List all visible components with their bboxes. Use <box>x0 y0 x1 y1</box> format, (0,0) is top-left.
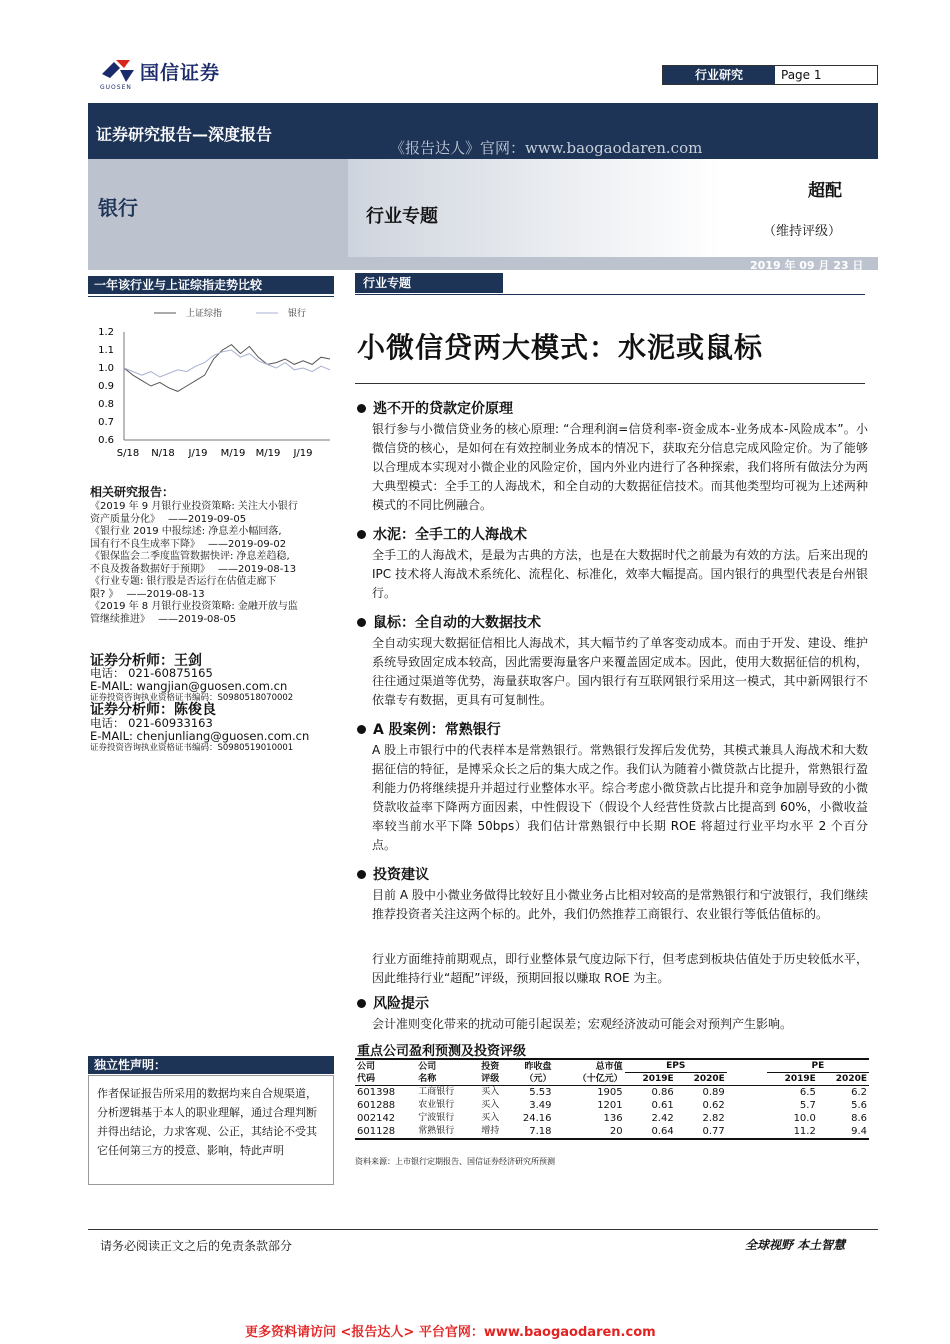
watermark-link[interactable]: 《报告达人》官网：www.baogaodaren.com <box>390 139 703 157</box>
cell-name: 农业银行 <box>418 1100 455 1110</box>
th-pe-2019: 2019E <box>784 1074 816 1084</box>
cell-pe1: 10.0 <box>793 1113 816 1124</box>
section-paragraph: 目前 A 股中小微业务做得比较好且小微业务占比相对较高的是常熟银行和宁波银行，我们继续推荐投资者关注这两个标的。此外，我们仍然推荐工商银行、农业银行等低估值标的。 <box>372 888 868 921</box>
table-title: 重点公司盈利预测及投资评级 <box>357 1044 527 1059</box>
th-code: 公司 代码 <box>357 1061 376 1084</box>
report-date: 2019 年 09 月 23 日 <box>750 259 864 272</box>
related-item[interactable]: 《银行业 2019 中报综述: 净息差小幅回落, 国有行不良生成率下降》 ——2019-09-02 <box>90 526 287 550</box>
cell-mktcap: 1201 <box>597 1100 623 1111</box>
section-paragraph: 全手工的人海战术，是最为古典的方法，也是在大数据时代之前最为有效的方法。后来出现的 IPC 技术将人海战术系统化、流程化、标准化，效率大幅提高。国内银行的典型代表是台州银行。 <box>372 548 868 600</box>
logo-sub: GUOSEN <box>100 84 132 91</box>
band-title: 证券研究报告—深度报告 <box>96 125 273 144</box>
title-rule <box>355 383 865 384</box>
bullet-icon <box>357 999 366 1008</box>
analyst-phone: 电话： 021-60875165 <box>90 666 213 681</box>
trend-chart <box>90 300 338 468</box>
cell-price: 5.53 <box>529 1087 552 1098</box>
cell-mktcap: 136 <box>603 1113 623 1124</box>
cell-pe1: 6.5 <box>799 1087 816 1098</box>
independence-text: 作者保证报告所采用的数据均来自合规渠道，分析逻辑基于本人的职业理解，通过合理判断并得出结论，力求客观、公正，其结论不受其它任何第三方的授意、影响，特此声明 <box>88 1075 334 1185</box>
rating: 超配 <box>808 181 842 201</box>
guosen-logo-icon <box>100 56 136 84</box>
section-heading <box>357 524 527 544</box>
y-axis-ticks <box>98 327 114 446</box>
cell-rating: 买入 <box>481 1113 500 1123</box>
chart-header-rule <box>88 296 334 297</box>
legend-index: 上证综指 <box>186 309 223 319</box>
bullet-icon <box>357 618 366 627</box>
rating-note: （维持评级） <box>763 224 842 239</box>
bullet-icon <box>357 530 366 539</box>
th-eps: EPS <box>625 1059 727 1073</box>
section-heading-text: A 股案例：常熟银行 <box>373 722 501 738</box>
cell-code: 601288 <box>357 1100 396 1111</box>
x-tick-label: S/18 <box>116 448 140 459</box>
analyst-email[interactable]: E-MAIL: wangjian@guosen.com.cn <box>90 679 288 694</box>
cell-eps2: 0.89 <box>702 1087 725 1098</box>
analyst-list <box>90 655 338 754</box>
section-paragraph: 会计准则变化带来的扰动可能引起误差；宏观经济波动可能会对预判产生影响。 <box>372 1017 793 1031</box>
page-number: Page 1 <box>781 68 822 82</box>
section-paragraph: A 股上市银行中的代表样本是常熟银行。常熟银行发挥后发优势，其模式兼具人海战术和大数据征信的特征，是博采众长之后的集大成之作。我们认为随着小微贷款占比提升，常熟银行盈利能力仍将继续提升并超过行业整体水平。综合考虑小微贷款占比提升和竞争加剧导致的小微贷款收益率下降两方面因素，中性假设下（假设个人经营性贷款占比提高到 60%，小微收益率较当前水平下降 50bps）我们估计常熟银行中长期 ROE 将超过行业平均水平 2 个百分点。 <box>372 743 868 852</box>
chart-series <box>124 345 330 392</box>
sector-name: 银行 <box>98 196 138 220</box>
cell-pe2: 8.6 <box>851 1113 867 1124</box>
cell-rating: 增持 <box>481 1126 500 1136</box>
table-row <box>355 1125 869 1139</box>
cell-code: 601128 <box>357 1126 396 1137</box>
cell-pe2: 9.4 <box>851 1126 867 1137</box>
x-tick-label: J/19 <box>293 448 313 459</box>
analyst-block <box>90 655 338 704</box>
cell-eps1: 0.61 <box>651 1100 674 1111</box>
forecast-table <box>355 1058 869 1140</box>
th-mktcap: 总市值 （十亿元） <box>577 1061 623 1084</box>
y-tick-label: 1.2 <box>98 327 114 338</box>
section-heading <box>357 864 429 884</box>
section-heading-text: 风险提示 <box>373 996 429 1012</box>
cell-eps2: 0.62 <box>702 1100 725 1111</box>
related-list <box>90 501 338 626</box>
main-title: 小微信贷两大模式：水泥或鼠标 <box>357 331 764 364</box>
table-body <box>355 1086 869 1140</box>
section-heading <box>357 612 541 632</box>
promo-link[interactable]: 更多资料请访问 <报告达人> 平台官网：www.baogaodaren.com <box>245 1325 656 1340</box>
x-tick-label: J/19 <box>188 448 208 459</box>
cell-mktcap: 1905 <box>597 1087 623 1098</box>
series-line-index <box>124 345 330 392</box>
cell-pe2: 6.2 <box>851 1087 867 1098</box>
series-line-bank <box>124 350 330 377</box>
cell-pe1: 11.2 <box>793 1126 816 1137</box>
section-heading <box>357 719 501 739</box>
th-eps-2020: 2020E <box>693 1074 725 1084</box>
table-source: 资料来源：上市银行定期报告、国信证券经济研究所预测 <box>355 1157 555 1166</box>
cell-eps2: 2.82 <box>702 1113 725 1124</box>
cell-price: 24.16 <box>522 1113 552 1124</box>
cell-eps1: 0.86 <box>651 1087 674 1098</box>
table-row <box>355 1086 869 1100</box>
footer-rule <box>88 1229 878 1230</box>
cell-eps1: 0.64 <box>651 1126 674 1137</box>
logo-text: 国信证券 <box>140 62 221 84</box>
cell-code: 002142 <box>357 1113 396 1124</box>
analyst-block <box>90 704 338 753</box>
related-item[interactable]: 《银保监会二季度监管数据快评: 净息差趋稳, 不良及拨备数据好于预期》 ——2019-08-13 <box>90 551 297 575</box>
cell-rating: 买入 <box>481 1100 500 1110</box>
th-pe: PE <box>767 1059 869 1073</box>
x-tick-label: M/19 <box>255 448 281 459</box>
related-item[interactable]: 《行业专题: 银行股是否运行在估值走廊下 限? 》 ——2019-08-13 <box>90 576 277 600</box>
y-tick-label: 1.0 <box>98 363 114 374</box>
section-heading-text: 水泥：全手工的人海战术 <box>373 527 527 543</box>
section-heading <box>357 398 513 418</box>
report-topic: 行业专题 <box>366 206 438 227</box>
cell-eps2: 0.77 <box>702 1126 725 1137</box>
table-row <box>355 1112 869 1125</box>
cell-name: 常熟银行 <box>418 1126 455 1136</box>
disclaimer: 请务必阅读正文之后的免责条款部分 <box>100 1239 293 1253</box>
th-rating: 投资 评级 <box>481 1061 500 1084</box>
table-row <box>355 1099 869 1112</box>
topic-tag: 行业专题 <box>355 273 503 293</box>
bullet-icon <box>357 725 366 734</box>
cell-price: 7.18 <box>529 1126 552 1137</box>
y-tick-label: 0.7 <box>98 417 114 428</box>
y-tick-label: 0.8 <box>98 399 114 410</box>
cell-pe2: 5.6 <box>851 1100 867 1111</box>
bullet-icon <box>357 870 366 879</box>
analyst-phone: 电话： 021-60933163 <box>90 715 213 730</box>
slogan: 全球视野 本土智慧 <box>745 1238 846 1252</box>
related-research <box>90 486 338 626</box>
section-paragraph: 银行参与小微信贷业务的核心原理: “合理利润=信贷利率-资金成本-业务成本-风险成本”。小微信贷的核心，是如何在有效控制业务成本的情况下，获取充分信息完成风险定价。为了能够以合理成本实现对小微企业的风险定价，国内外业内进行了各种探索，我们将所有做法分为两大典型模式：全手工的人海战术，和全自动的大数据征信技术。而其他类型均可视为上述两种模式的不同比例融合。 <box>372 422 868 512</box>
related-item[interactable]: 《2019 年 8 月银行业投资策略: 金融开放与监 管继续推进》 ——2019-08-05 <box>90 601 298 625</box>
analyst-email[interactable]: E-MAIL: chenjunliang@guosen.com.cn <box>90 728 310 743</box>
cell-code: 601398 <box>357 1087 396 1098</box>
section-heading-text: 鼠标：全自动的大数据技术 <box>373 615 541 631</box>
y-tick-label: 0.9 <box>98 381 114 392</box>
report-category: 行业研究 <box>663 66 775 84</box>
legend-bank: 银行 <box>288 309 307 319</box>
cell-price: 3.49 <box>529 1100 552 1111</box>
th-price: 昨收盘 （元） <box>524 1061 552 1084</box>
x-tick-label: M/19 <box>220 448 246 459</box>
analyst-title: 证券分析师：陈俊良 <box>90 702 216 719</box>
x-axis-ticks <box>117 332 330 459</box>
section-heading-text: 逃不开的贷款定价原理 <box>373 401 513 417</box>
y-tick-label: 1.1 <box>98 345 114 356</box>
section-heading <box>357 993 429 1013</box>
analysts <box>90 655 338 754</box>
analyst-cert: 证券投资咨询执业资格证书编码：S0980519010001 <box>90 742 294 753</box>
report-category-box <box>662 65 878 85</box>
cell-mktcap: 20 <box>609 1126 623 1137</box>
related-title: 相关研究报告： <box>90 485 175 499</box>
analyst-title: 证券分析师：王剑 <box>90 653 202 669</box>
related-item[interactable]: 《2019 年 9 月银行业投资策略: 关注大小银行 资产质量分化》 ——2019-09-05 <box>90 501 298 525</box>
cell-name: 宁波银行 <box>418 1113 455 1123</box>
th-eps-2019: 2019E <box>642 1074 674 1084</box>
cell-pe1: 5.7 <box>799 1100 816 1111</box>
th-pe-2020: 2020E <box>835 1074 867 1084</box>
independence-header: 独立性声明： <box>88 1056 334 1074</box>
cell-eps1: 2.42 <box>651 1113 674 1124</box>
cell-rating: 买入 <box>481 1087 500 1097</box>
chart-header: 一年该行业与上证综指走势比较 <box>88 276 334 294</box>
bullet-icon <box>357 404 366 413</box>
section-paragraph: 行业方面维持前期观点，即行业整体景气度边际下行，但考虑到板块估值处于历史较低水平，因此维持行业“超配”评级，预期回报以赚取 ROE 为主。 <box>372 952 868 985</box>
y-tick-label: 0.6 <box>98 435 114 446</box>
section-heading-text: 投资建议 <box>373 867 429 883</box>
th-name: 公司 名称 <box>418 1061 437 1084</box>
x-tick-label: N/18 <box>151 448 175 459</box>
cell-name: 工商银行 <box>418 1087 455 1097</box>
topic-tag-rule <box>355 294 865 295</box>
analyst-cert: 证券投资咨询执业资格证书编码：S0980518070002 <box>90 693 294 704</box>
section-paragraph: 全自动实现大数据征信相比人海战术，其大幅节约了单客变动成本。而由于开发、建设、维护系统导致固定成本较高，因此需要海量客户来覆盖固定成本。因此，使用大数据征信的机构，往往通过渠道等优势，海量获取客户。国内银行有互联网银行采用这一模式，其中新网银行不依靠专有数据，更具有可复制性。 <box>372 636 868 707</box>
